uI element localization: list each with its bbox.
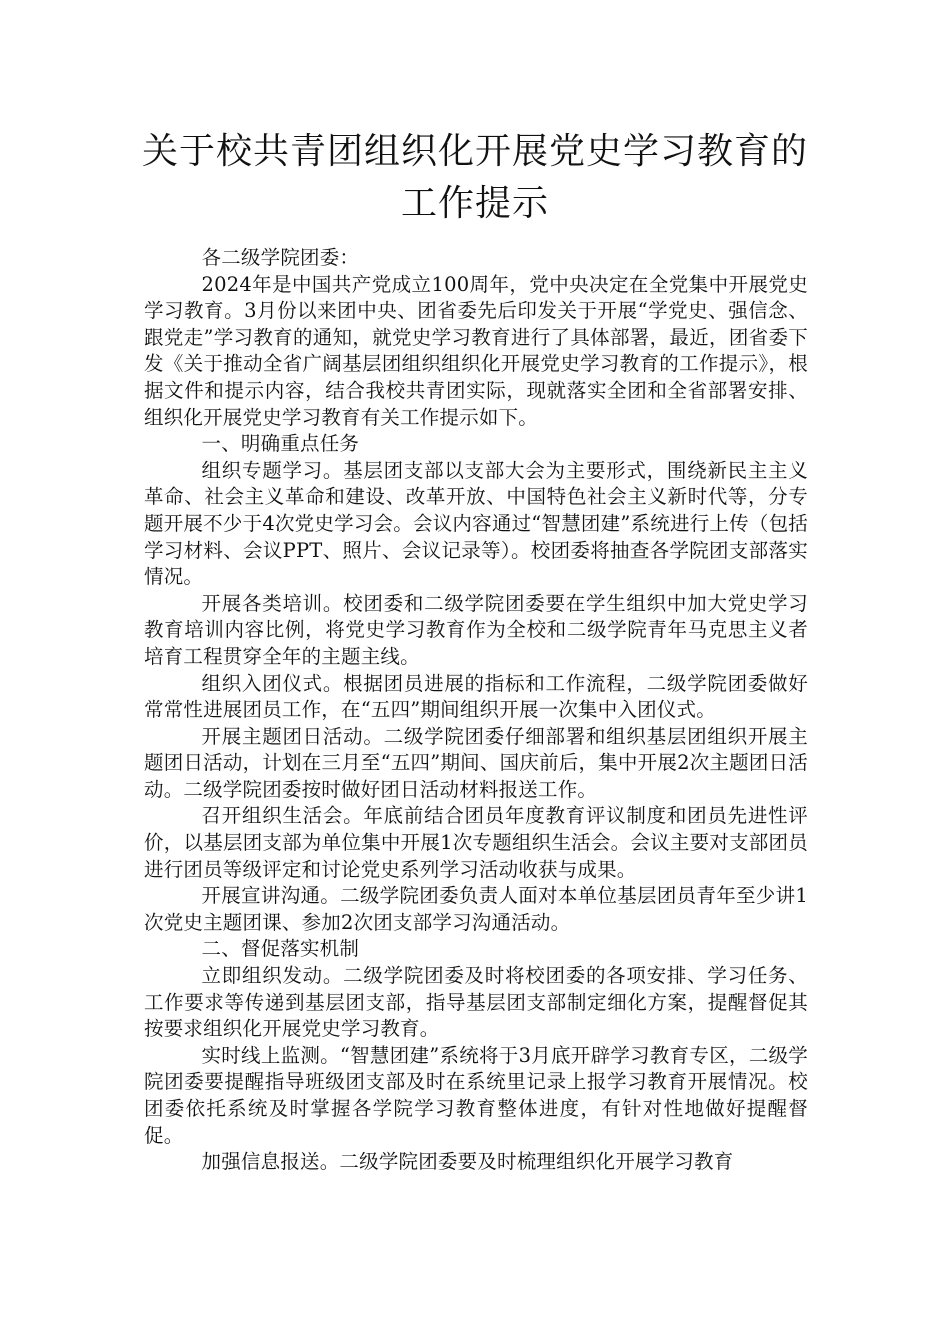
section-heading-1: 一、明确重点任务 <box>201 432 360 456</box>
title-line-1: 关于校共青团组织化开展党史学习教育的 <box>141 131 808 172</box>
paragraph-theme-day: 开展主题团日活动。二级学院团委仔细部署和组织基层团组织开展主题团日活动，计划在三月至“五四”期间、国庆前后，集中开展2次主题团日活动。二级学院团委按时做好团日活动材料报送工作。 <box>144 724 808 801</box>
document-title <box>100 126 850 230</box>
paragraph-mobilize: 立即组织发动。二级学院团委及时将校团委的各项安排、学习任务、工作要求等传递到基层团支部，指导基层团支部制定细化方案，提醒督促其按要求组织化开展党史学习教育。 <box>144 964 808 1041</box>
paragraph-report: 加强信息报送。二级学院团委要及时梳理组织化开展学习教育 <box>201 1150 734 1174</box>
paragraph-training: 开展各类培训。校团委和二级学院团委要在学生组织中加大党史学习教育培训内容比例，将党史学习教育作为全校和二级学院青年马克思主义者培育工程贯穿全年的主题主线。 <box>144 591 808 668</box>
document-body <box>144 245 808 1176</box>
section-heading-2: 二、督促落实机制 <box>201 937 360 961</box>
paragraph-lecture: 开展宣讲沟通。二级学院团委负责人面对本单位基层团员青年至少讲1次党史主题团课、参加2次团支部学习沟通活动。 <box>144 884 808 934</box>
paragraph-monitor: 实时线上监测。“智慧团建”系统将于3月底开辟学习教育专区，二级学院团委要提醒指导班级团支部及时在系统里记录上报学习教育开展情况。校团委依托系统及时掌握各学院学习教育整体进度，有针对性地做好提醒督促。 <box>144 1043 808 1147</box>
title-line-2: 工作提示 <box>400 183 549 224</box>
salutation: 各二级学院团委： <box>201 246 360 269</box>
paragraph-ceremony: 组织入团仪式。根据团员进展的指标和工作流程，二级学院团委做好常常性进展团员工作，在“五四”期间组织开展一次集中入团仪式。 <box>144 671 808 722</box>
paragraph-study: 组织专题学习。基层团支部以支部大会为主要形式，围绕新民主主义革命、社会主义革命和建设、改革开放、中国特色社会主义新时代等，分专题开展不少于4次党史学习会。会议内容通过“智慧团建”系统进行上传（包括学习材料、会议PPT、照片、会议记录等）。校团委将抽查各学院团支部落实情况。 <box>144 458 808 589</box>
intro-paragraph: 2024年是中国共产党成立100周年，党中央决定在全党集中开展党史学习教育。3月份以来团中央、团省委先后印发关于开展“学党史、强信念、跟党走”学习教育的通知，就党史学习教育进行了具体部署，最近，团省委下发《关于推动全省广阔基层团组织组织化开展党史学习教育的工作提示》，根据文件和提示内容，结合我校共青团实际，现就落实全团和全省部署安排、组织化开展党史学习教育有关工作提示如下。 <box>144 272 808 429</box>
paragraph-life-meeting: 召开组织生活会。年底前结合团员年度教育评议制度和团员先进性评价，以基层团支部为单位集中开展1次专题组织生活会。会议主要对支部团员进行团员等级评定和讨论党史系列学习活动收获与成果。 <box>144 804 808 881</box>
